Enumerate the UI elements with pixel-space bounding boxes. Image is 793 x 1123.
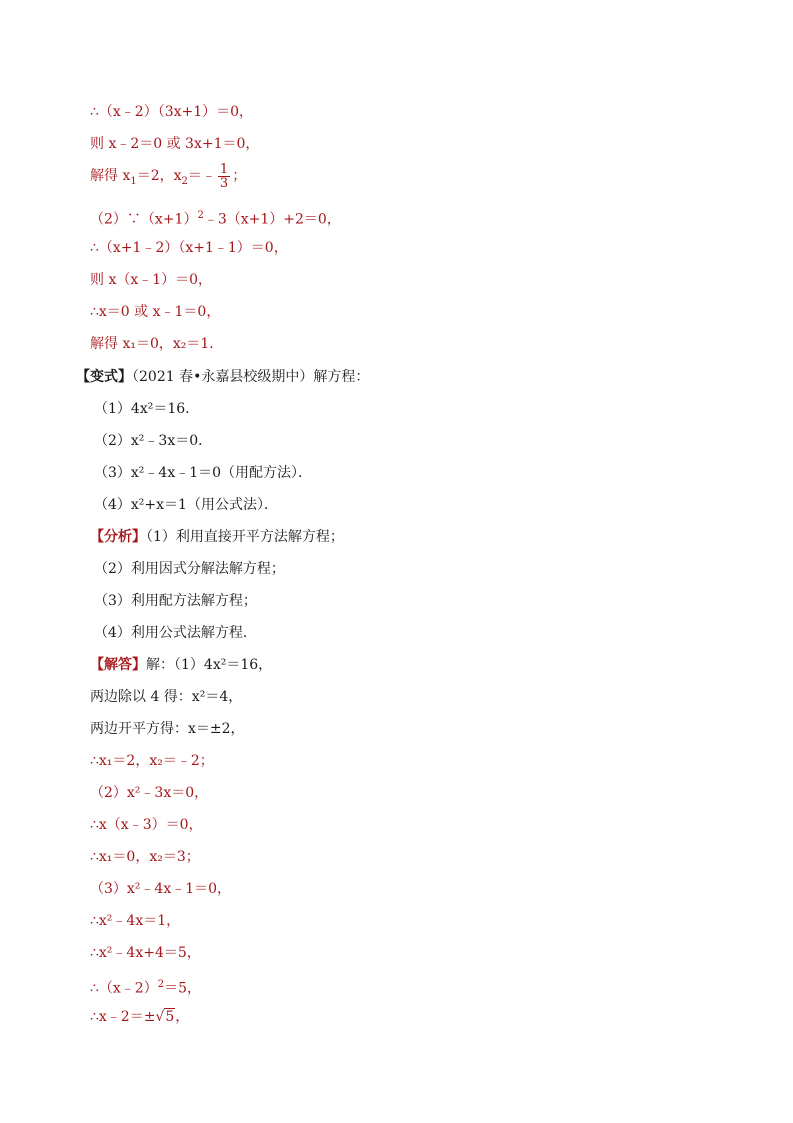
exercise-source: （2021 春•永嘉县校级期中）解方程： [132, 369, 370, 385]
analysis-line [90, 522, 344, 552]
text-segment: ； [232, 168, 247, 184]
answer-line: （2）x²﹣3x＝0， [90, 785, 209, 801]
answer-tag: 【解答】 [90, 657, 146, 673]
fraction-numerator: 1 [219, 161, 229, 177]
solution-line: 解得 x₁＝0，x₂＝1． [90, 336, 224, 352]
text-segment: （1）利用直接开平方法解方程； [146, 529, 344, 545]
solution-line [90, 161, 246, 191]
exercise-heading [76, 362, 369, 392]
answer-line: ∴x（x﹣3）＝0， [90, 817, 203, 833]
answer-line: ∴x₁＝0，x₂＝3； [90, 849, 200, 865]
radicand: 5 [165, 1009, 175, 1025]
equation-line [90, 201, 341, 231]
equation-line: 则 x﹣2＝0 或 3x+1＝0， [90, 136, 260, 152]
answer-line: ∴x²﹣4x＝1， [90, 913, 181, 929]
answer-line: ∴x₁＝2，x₂＝﹣2； [90, 753, 214, 769]
answer-line [90, 970, 201, 1000]
superscript: 2 [197, 210, 204, 221]
text-segment: （2）∵（x+1） [90, 211, 198, 228]
exercise-item: （4）x²+x＝1（用公式法）． [94, 497, 278, 513]
exercise-item: （1）4x²＝16． [94, 401, 200, 417]
text-segment: 解得 x [90, 168, 131, 184]
equation-line: ∴x＝0 或 x﹣1＝0， [90, 304, 221, 320]
text-segment: ∴x﹣2＝± [90, 1009, 156, 1025]
variant-tag: 【变式】 [76, 369, 132, 385]
superscript: 2 [157, 979, 165, 990]
exercise-item: （2）x²﹣3x＝0． [94, 433, 213, 449]
analysis-line: （4）利用公式法解方程． [94, 625, 257, 641]
text-segment: ＝5， [164, 980, 202, 997]
answer-line [90, 650, 272, 680]
radical-sign: √ [155, 1009, 165, 1025]
fraction [218, 163, 230, 190]
answer-line [90, 1002, 189, 1032]
subscript: 1 [130, 175, 137, 187]
square-root [155, 1002, 175, 1032]
answer-line: 两边除以 4 得：x²＝4， [90, 689, 243, 705]
subscript: 2 [181, 175, 188, 187]
text-segment: ∴（x﹣2） [90, 980, 158, 997]
answer-line: ∴x²﹣4x+4＝5， [90, 945, 201, 961]
text-segment: ＝2，x [136, 168, 182, 184]
equation-line: ∴（x﹣2）（3x+1）＝0， [90, 104, 254, 120]
equation-line: 则 x（x﹣1）＝0， [90, 272, 213, 288]
analysis-line: （2）利用因式分解法解方程； [94, 561, 285, 577]
answer-line: 两边开平方得：x＝±2， [90, 721, 245, 737]
exercise-item: （3）x²﹣4x﹣1＝0（用配方法）． [94, 465, 313, 481]
text-segment: ， [175, 1009, 190, 1025]
fraction-denominator: 3 [219, 175, 229, 191]
text-segment: 解：（1）4x²＝16， [146, 657, 273, 673]
text-segment: ﹣3（x+1）+2＝0， [203, 211, 341, 228]
answer-line: （3）x²﹣4x﹣1＝0， [90, 881, 232, 897]
text-segment: ＝﹣ [187, 168, 216, 184]
equation-line: ∴（x+1﹣2）（x+1﹣1）＝0， [90, 240, 288, 256]
analysis-line: （3）利用配方法解方程； [94, 593, 257, 609]
analysis-tag: 【分析】 [90, 529, 146, 545]
